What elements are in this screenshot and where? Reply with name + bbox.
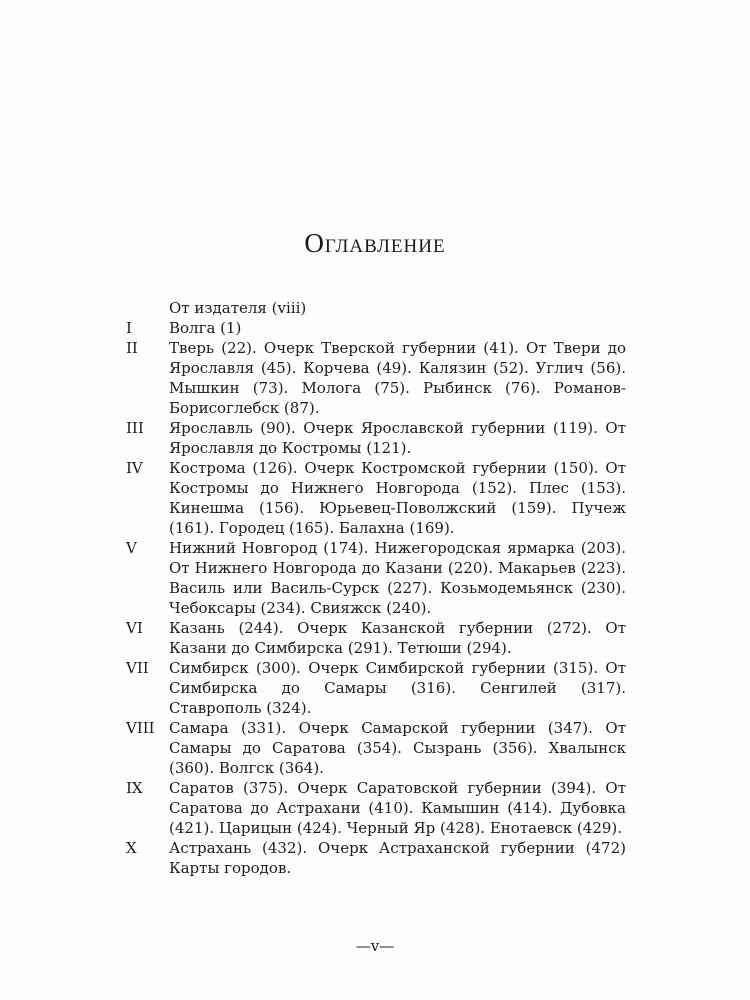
chapter-text: Волга (1) (169, 319, 242, 337)
toc-entry (126, 658, 626, 718)
chapter-number: I (126, 319, 132, 337)
toc-entry (126, 458, 626, 538)
chapter-number: VII (126, 659, 149, 677)
chapter-number: III (126, 419, 144, 437)
toc-entry (126, 538, 626, 618)
chapter-text: Казань (244). Очерк Казанской губернии (272). От Казани до Симбирска (291). Тетюши (294). (169, 619, 626, 657)
chapter-text: От издателя (viii) (169, 299, 307, 317)
chapter-text: Симбирск (300). Очерк Симбирской губернии (315). От Симбирска до Самары (316). Сенгилей (317). Ставрополь (324). (169, 659, 626, 717)
table-of-contents (126, 298, 626, 878)
chapter-number: VI (126, 619, 143, 637)
page-number: —v— (355, 937, 395, 955)
chapter-text: Астрахань (432). Очерк Астраханской губернии (472) Карты городов. (169, 839, 626, 877)
chapter-number: VIII (126, 719, 155, 737)
chapter-number: IX (126, 779, 143, 797)
toc-entry (126, 618, 626, 658)
toc-entry (126, 418, 626, 458)
chapter-text: Саратов (375). Очерк Саратовской губернии (394). От Саратова до Астрахани (410). Камышин (414). Дубовка (421). Царицын (424). Черный Яр (428). Енотаевск (429). (169, 779, 626, 837)
toc-entry (126, 718, 626, 778)
toc-entry (126, 298, 626, 318)
chapter-number: II (126, 339, 138, 357)
page-title: Оглавление (304, 228, 446, 258)
chapter-number: IV (126, 459, 143, 477)
toc-entry (126, 318, 626, 338)
chapter-text: Нижний Новгород (174). Нижегородская ярмарка (203). От Нижнего Новгорода до Казани (220). Макарьев (223). Василь или Василь-Сурск (227). Козьмодемьянск (230). Чебоксары (234). Свияжск (240). (169, 539, 626, 617)
toc-entry (126, 778, 626, 838)
chapter-number: X (126, 839, 137, 857)
chapter-text: Тверь (22). Очерк Тверской губернии (41). От Твери до Ярославля (45). Корчева (49). Калязин (52). Углич (56). Мышкин (73). Молога (75). Рыбинск (76). Романов-Борисоглебск (87). (169, 339, 626, 417)
chapter-text: Кострома (126). Очерк Костромской губернии (150). От Костромы до Нижнего Новгорода (152). Плес (153). Кинешма (156). Юрьевец-Поволжский (159). Пучеж (161). Городец (165). Балахна (169). (169, 459, 626, 537)
chapter-text: Ярославль (90). Очерк Ярославской губернии (119). От Ярославля до Костромы (121). (169, 419, 626, 457)
toc-entry (126, 838, 626, 878)
chapter-text: Самара (331). Очерк Самарской губернии (347). От Самары до Саратова (354). Сызрань (356). Хвалынск (360). Волгск (364). (169, 719, 626, 777)
chapter-number: V (126, 539, 137, 557)
toc-entry (126, 338, 626, 418)
